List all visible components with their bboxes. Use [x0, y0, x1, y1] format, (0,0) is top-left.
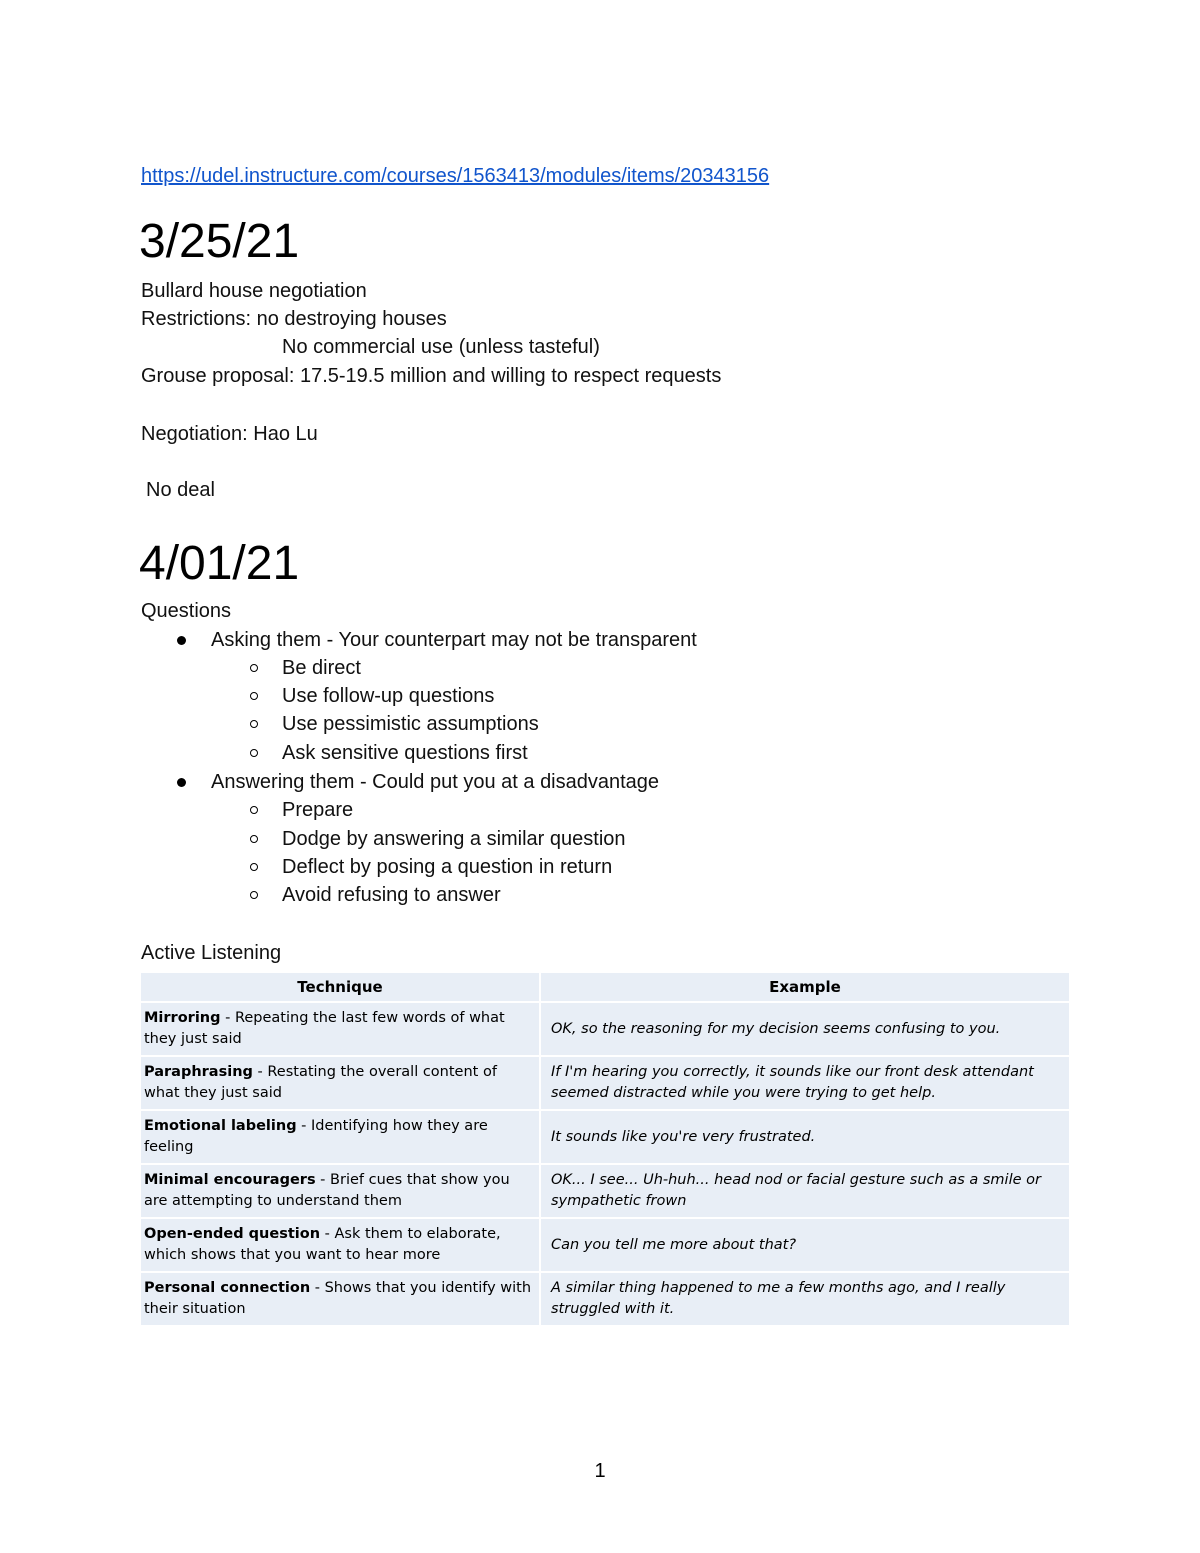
page-number: 1 [594, 1460, 606, 1482]
table-header-row [140, 972, 1070, 1002]
table-row [140, 1110, 1070, 1164]
sub-list-item: Avoid refusing to answer [282, 884, 501, 906]
technique-cell [140, 1164, 540, 1218]
technique-desc: - Restating the overall content of what they just said [144, 1064, 497, 1101]
technique-cell [140, 1110, 540, 1164]
bullet-icon [177, 778, 186, 787]
table-row [140, 1002, 1070, 1056]
note-line: Negotiation: Hao Lu [141, 423, 318, 445]
sub-list-item: Use follow-up questions [282, 685, 495, 707]
technique-desc: - Identifying how they are feeling [144, 1118, 488, 1155]
technique-desc: - Shows that you identify with their situation [144, 1280, 532, 1317]
sub-list-item: Prepare [282, 799, 354, 821]
technique-term: Personal connection [144, 1280, 311, 1296]
note-line: Bullard house negotiation [141, 280, 367, 302]
sub-bullet-icon [250, 720, 258, 728]
technique-cell [140, 1056, 540, 1110]
example-cell: A similar thing happened to me a few months ago, and I really struggled with it. [540, 1272, 1070, 1326]
example-cell: If I'm hearing you correctly, it sounds like our front desk attendant seemed distracted while you were trying to get help. [540, 1056, 1070, 1110]
example-cell: OK... I see... Uh-huh... head nod or facial gesture such as a smile or sympathetic frown [540, 1164, 1070, 1218]
questions-title: Questions [141, 600, 232, 622]
sub-bullet-icon [250, 664, 258, 672]
technique-term: Open-ended question [144, 1226, 321, 1242]
active-listening-title: Active Listening [141, 942, 282, 964]
technique-desc: - Ask them to elaborate, which shows that you want to hear more [144, 1226, 501, 1263]
sub-bullet-icon [250, 863, 258, 871]
note-line: Grouse proposal: 17.5-19.5 million and willing to respect requests [141, 365, 722, 387]
sub-list-item: Deflect by posing a question in return [282, 856, 613, 878]
table-row [140, 1218, 1070, 1272]
technique-cell [140, 1272, 540, 1326]
list-item: Asking them - Your counterpart may not be transparent [211, 629, 697, 651]
sub-bullet-icon [250, 749, 258, 757]
technique-term: Minimal encouragers [144, 1172, 316, 1188]
technique-term: Emotional labeling [144, 1118, 297, 1134]
course-link[interactable]: https://udel.instructure.com/courses/1563413/modules/items/20343156 [141, 165, 770, 187]
table-row [140, 1056, 1070, 1110]
list-item: Answering them - Could put you at a disadvantage [211, 771, 660, 793]
table-row [140, 1272, 1070, 1326]
bullet-icon [177, 636, 186, 645]
sub-list-item: Be direct [282, 657, 361, 679]
column-header: Technique [140, 972, 540, 1002]
technique-cell [140, 1218, 540, 1272]
date-heading-2: 4/01/21 [139, 537, 300, 590]
sub-list-item: Dodge by answering a similar question [282, 828, 626, 850]
active-listening-table [139, 971, 1071, 1327]
technique-term: Mirroring [144, 1010, 221, 1026]
note-line: Restrictions: no destroying houses [141, 308, 447, 330]
sub-list-item: Ask sensitive questions first [282, 742, 528, 764]
technique-cell [140, 1002, 540, 1056]
technique-term: Paraphrasing [144, 1064, 253, 1080]
example-cell: Can you tell me more about that? [540, 1218, 1070, 1272]
sub-bullet-icon [250, 835, 258, 843]
example-cell: OK, so the reasoning for my decision seems confusing to you. [540, 1002, 1070, 1056]
example-cell: It sounds like you're very frustrated. [540, 1110, 1070, 1164]
sub-bullet-icon [250, 692, 258, 700]
sub-bullet-icon [250, 806, 258, 814]
table-row [140, 1164, 1070, 1218]
note-line: No deal [146, 479, 215, 501]
technique-desc: - Brief cues that show you are attempting to understand them [144, 1172, 510, 1209]
date-heading-1: 3/25/21 [139, 215, 300, 268]
sub-list-item: Use pessimistic assumptions [282, 713, 539, 735]
column-header: Example [540, 972, 1070, 1002]
technique-desc: - Repeating the last few words of what they just said [144, 1010, 505, 1047]
sub-bullet-icon [250, 891, 258, 899]
note-line: No commercial use (unless tasteful) [282, 336, 600, 358]
